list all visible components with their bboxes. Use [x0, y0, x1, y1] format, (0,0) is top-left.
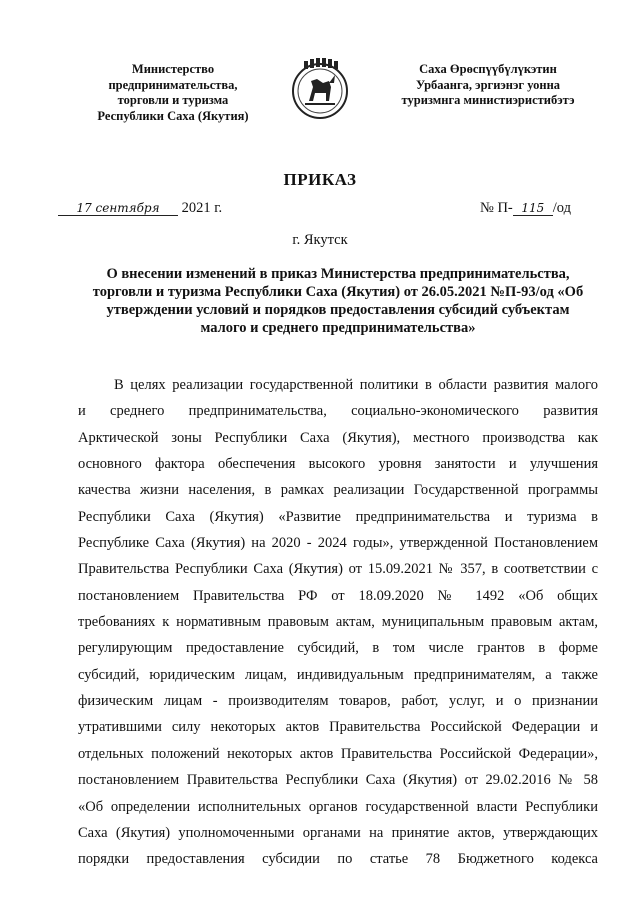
document-title: ПРИКАЗ: [283, 170, 357, 189]
subject-line: утверждении условий и порядков предоставления субсидий субъектам: [106, 302, 570, 318]
body-line: требованиях к нормативным правовым актам, муниципальным правовым актам,: [78, 614, 598, 631]
body-line: Арктической зоны Республики Саха (Якутия), местного производства как: [78, 429, 598, 446]
body-line: и среднего предпринимательства, социально-экономического развития: [78, 403, 598, 420]
header-left-line: торговли и туризма: [117, 93, 229, 107]
header-right-line: Саха Өрөспүүбүлүкэтин: [419, 62, 557, 76]
handwritten-date: 17 сентября: [58, 201, 178, 216]
body-line: постановлением Правительства Республики Саха (Якутия) от 29.02.2016 № 58: [78, 772, 598, 789]
city-name: г. Якутск: [292, 232, 348, 248]
body-line: Правительства Республики Саха (Якутия) от 15.09.2021 № 357, в соответствии с: [78, 561, 598, 578]
body-line: физическим лицам - производителям товаров, работ, услуг, и о признании: [78, 693, 598, 710]
subject-line: О внесении изменений в приказ Министерства предпринимательства,: [106, 266, 570, 282]
body-line: «Об определении исполнительных органов государственной власти Республики: [78, 798, 598, 815]
body-line: регулирующим предоставление субсидий, в том числе грантов в форме: [78, 640, 598, 657]
header-left-line: Министерство: [131, 62, 215, 76]
header-right-line: туризмнга министиэристибэтэ: [401, 93, 575, 107]
yakutia-coat-of-arms-icon: [291, 57, 349, 123]
body-line: субсидий, юридическим лицам, индивидуальным предпринимателям, а также: [78, 666, 598, 683]
header-right-line: Урбаанга, эргиэнэг уонна: [415, 77, 561, 92]
order-subject: [78, 265, 598, 337]
subject-line: малого и среднего предпринимательства»: [200, 320, 476, 336]
number-suffix: /од: [552, 200, 572, 216]
body-line: постановлением Правительства РФ от 18.09.2020 № 1492 «Об общих: [78, 587, 598, 604]
date-year: 2021 г.: [181, 200, 223, 216]
subject-line: торговли и туризма Республики Саха (Якутия) от 26.05.2021 №П-93/од «Об: [92, 284, 584, 300]
body-line: В целях реализации государственной политики в области развития малого: [114, 377, 598, 393]
body-line: Республики Саха (Якутия) «Развитие предпринимательства и туризма в: [78, 508, 598, 525]
order-body: [78, 372, 598, 873]
body-line: качества жизни населения, в рамках реализации Государственной программы: [78, 482, 598, 499]
ministry-name-russian: [78, 62, 268, 124]
body-line: порядки предоставления субсидии по статье 78 Бюджетного кодекса: [78, 851, 598, 868]
header-left-line: предпринимательства,: [108, 77, 238, 92]
order-date: [58, 200, 222, 217]
body-line: основного фактора обеспечения высокого уровня занятости и улучшения: [78, 456, 598, 473]
order-number: [480, 200, 571, 217]
body-line: утратившими силу некоторых актов Правительства Российской Федерации и: [78, 719, 598, 736]
handwritten-number: 115: [513, 201, 553, 216]
body-line: Саха (Якутия) уполномоченными органами на принятие актов, утверждающих: [78, 824, 598, 841]
header-left-line: Республики Саха (Якутия): [97, 108, 249, 123]
ministry-name-yakut: [388, 62, 588, 109]
number-prefix: № П-: [480, 200, 513, 216]
body-line: отдельных положений некоторых актов Правительства Российской Федерации»,: [78, 745, 598, 762]
body-line: Республике Саха (Якутия) на 2020 - 2024 годы», утвержденной Постановлением: [78, 535, 598, 552]
